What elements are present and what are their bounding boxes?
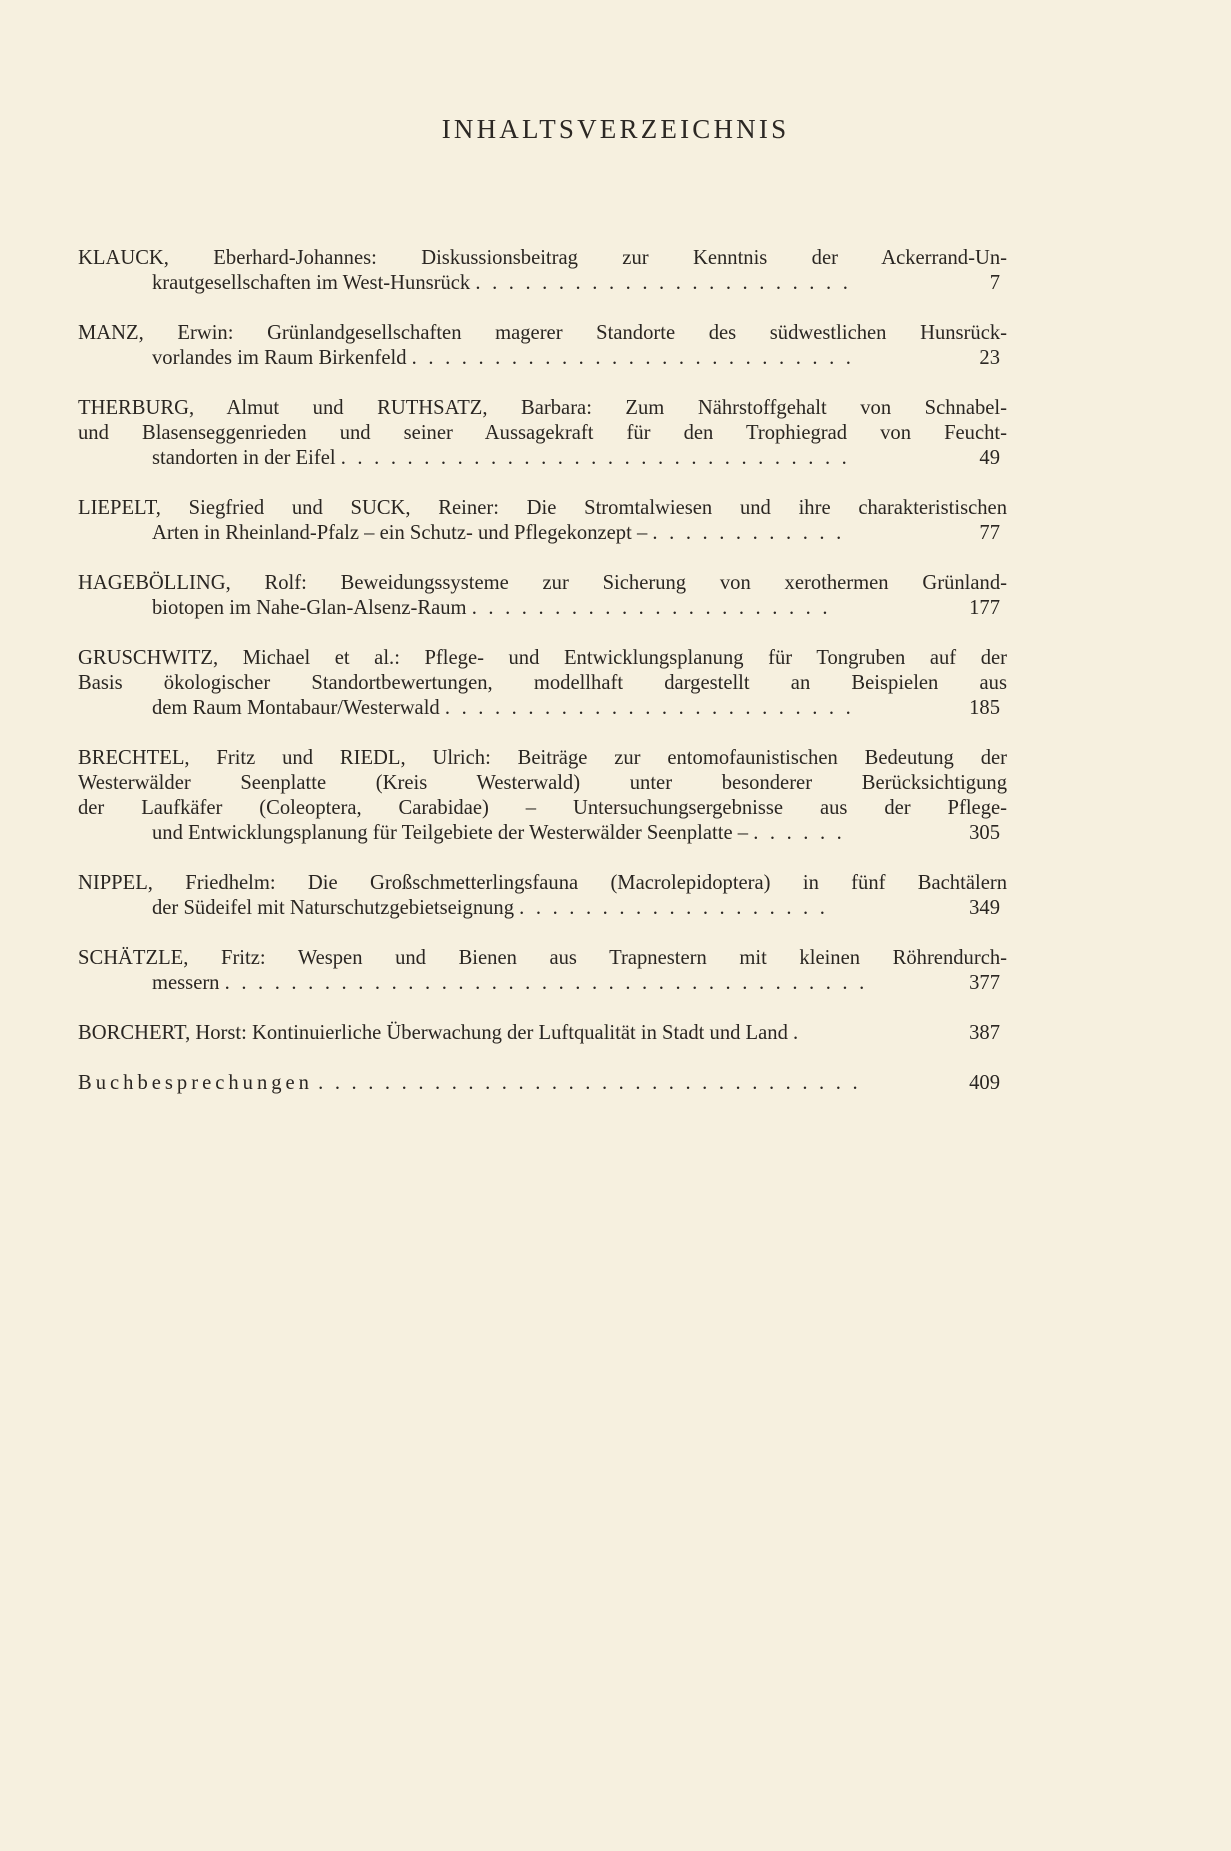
entry-title-line: biotopen im Nahe-Glan-Alsenz-Raum — [152, 597, 467, 619]
entry-title-line: messern — [152, 972, 220, 994]
entry-title-line: vorlandes im Raum Birkenfeld — [152, 347, 407, 369]
leader-dots: . . . . . . . . . . . . . . . . . . . . . . — [471, 597, 831, 619]
leader-dots: . . . . . . . . . . . . — [652, 522, 845, 544]
page-number: 177 — [969, 597, 1000, 619]
page-number: 349 — [969, 897, 1000, 919]
entry-title-line: der Südeifel mit Naturschutzgebietseignung — [152, 897, 515, 919]
entry-title-line: und Blasenseggenrieden und seiner Aussagekraft für den Trophiegrad von Feucht- — [78, 422, 1007, 444]
entry-title-line: BORCHERT, Horst: Kontinuierliche Überwachung der Luftqualität in Stadt und Land — [78, 1022, 788, 1044]
entry-title-line: HAGEBÖLLING, Rolf: Beweidungssysteme zur Sicherung von xerothermen Grünland- — [78, 572, 1007, 594]
page-number: 387 — [969, 1022, 1000, 1044]
entry-title-line: MANZ, Erwin: Grünlandgesellschaften magerer Standorte des südwestlichen Hunsrück- — [78, 322, 1007, 344]
book-reviews-label: Buchbesprechungen — [78, 1072, 313, 1094]
entry-title-line: Basis ökologischer Standortbewertungen, modellhaft dargestellt an Beispielen aus — [78, 672, 1007, 694]
toc-entry — [78, 246, 1007, 296]
entry-title-line: BRECHTEL, Fritz und RIEDL, Ulrich: Beiträge zur entomofaunistischen Bedeutung der — [78, 747, 1007, 769]
page-number: 409 — [969, 1072, 1000, 1094]
toc-entry — [78, 871, 1007, 921]
toc-entry-book-reviews — [78, 1071, 1000, 1096]
toc-entry — [78, 496, 1007, 546]
table-of-contents — [78, 246, 1007, 1121]
toc-entry — [78, 746, 1007, 846]
entry-title-line: standorten in der Eifel — [152, 447, 336, 469]
leader-dots: . . . . . . . . . . . . . . . . . . . — [519, 897, 829, 919]
leader-dots: . . . . . . . . . . . . . . . . . . . . . . . . . . . . . . . . . . . . . . . — [224, 972, 868, 994]
entry-title-line: GRUSCHWITZ, Michael et al.: Pflege- und Entwicklungsplanung für Tongruben auf der — [78, 647, 1007, 669]
page-number: 305 — [969, 822, 1000, 844]
toc-entry — [78, 646, 1007, 721]
leader-dots: . . . . . . . . . . . . . . . . . . . . . . . — [475, 272, 852, 294]
page-number: 77 — [979, 522, 1000, 544]
leader-dots: . . . . . . . . . . . . . . . . . . . . . . . . . . . . . . . . . — [318, 1072, 861, 1094]
entry-title-line: SCHÄTZLE, Fritz: Wespen und Bienen aus Trapnestern mit kleinen Röhrendurch- — [78, 947, 1007, 969]
page-number: 185 — [969, 697, 1000, 719]
toc-entry — [78, 321, 1007, 371]
toc-entry — [78, 396, 1007, 471]
entry-title-line: Arten in Rheinland-Pfalz – ein Schutz- und Pflegekonzept – — [152, 522, 648, 544]
entry-title-line: dem Raum Montabaur/Westerwald — [152, 697, 440, 719]
leader-dots: . . . . . . . . . . . . . . . . . . . . . . . . . — [444, 697, 854, 719]
toc-entry — [78, 946, 1007, 996]
page-number: 23 — [979, 347, 1000, 369]
leader-dots: . — [793, 1022, 802, 1044]
toc-entry — [78, 571, 1007, 621]
entry-title-line: Westerwälder Seenplatte (Kreis Westerwald) unter besonderer Berücksichtigung — [78, 772, 1007, 794]
entry-title-line: NIPPEL, Friedhelm: Die Großschmetterlingsfauna (Macrolepidoptera) in fünf Bachtälern — [78, 872, 1007, 894]
page-title: INHALTSVERZEICHNIS — [441, 114, 790, 144]
toc-entry — [78, 1021, 1000, 1046]
leader-dots: . . . . . . — [753, 822, 846, 844]
leader-dots: . . . . . . . . . . . . . . . . . . . . . . . . . . . . . . . — [340, 447, 850, 469]
entry-title-line: THERBURG, Almut und RUTHSATZ, Barbara: Zum Nährstoffgehalt von Schnabel- — [78, 397, 1007, 419]
entry-title-line: der Laufkäfer (Coleoptera, Carabidae) – Untersuchungsergebnisse aus der Pflege- — [78, 797, 1007, 819]
page-number: 377 — [969, 972, 1000, 994]
entry-title-line: krautgesellschaften im West-Hunsrück — [152, 272, 471, 294]
page-number: 49 — [979, 447, 1000, 469]
entry-title-line: KLAUCK, Eberhard-Johannes: Diskussionsbeitrag zur Kenntnis der Ackerrand-Un- — [78, 247, 1007, 269]
entry-title-line: LIEPELT, Siegfried und SUCK, Reiner: Die Stromtalwiesen und ihre charakteristischen — [78, 497, 1007, 519]
entry-title-line: und Entwicklungsplanung für Teilgebiete der Westerwälder Seenplatte – — [152, 822, 749, 844]
leader-dots: . . . . . . . . . . . . . . . . . . . . . . . . . . . — [411, 347, 855, 369]
page-number: 7 — [989, 272, 1000, 294]
